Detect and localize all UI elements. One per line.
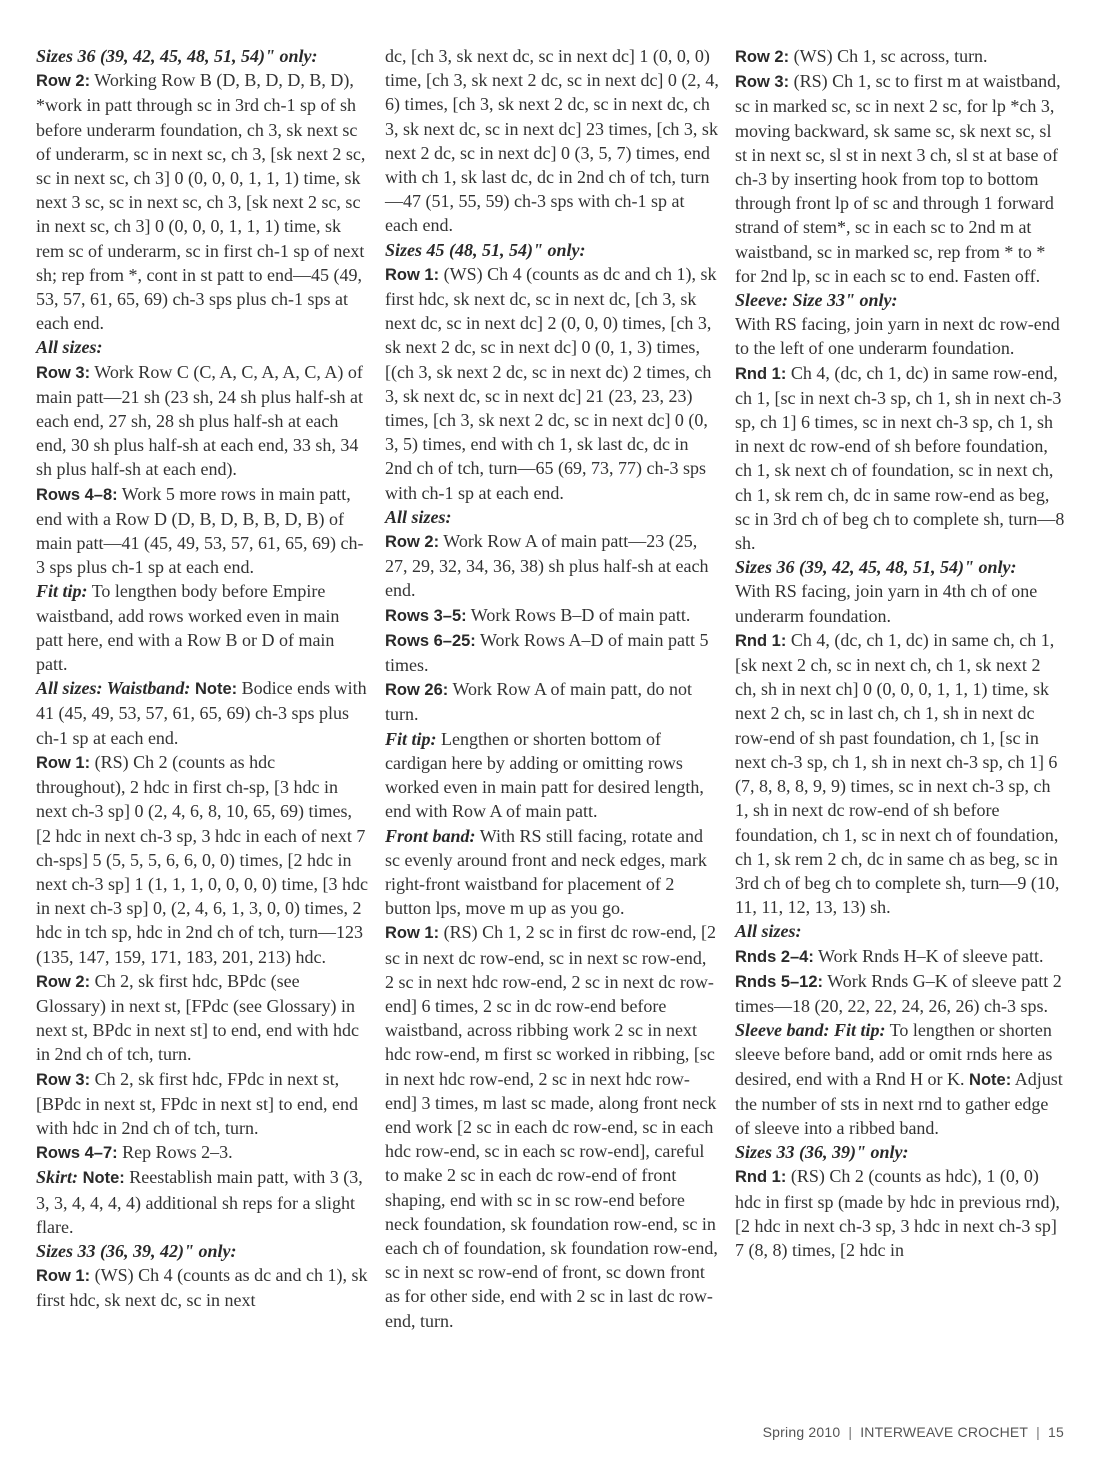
instruction-text: With RS still facing, rotate and sc evenly around front and neck edges, mark right-front waistband for placement of 2 button lps, move m up as you go. [385, 825, 707, 919]
footer-separator: | [848, 1424, 853, 1440]
row-label: Row 2: [36, 972, 91, 991]
instruction-paragraph [735, 44, 1065, 69]
instruction-text: Reestablish main patt, with 3 (3, 3, 3, 4, 4, 4, 4) additional sh reps for a slight flare. [36, 1167, 363, 1237]
instruction-text: (RS) Ch 1, sc to first m at waistband, sc in marked sc, sc in next 2 sc, for lp *ch 3, moving backward, sk same sc, sk next sc, sl st in next sc, sl st in next 3 ch, sl st at base of ch-3 by inserting hook from top to bottom through front lp of sc and through 1 forward strand of stem*, sc in each sc to 2nd m at waistband, sc in marked sc, rep from * to * for 2nd lp, sc in each sc to end. Fasten off. [735, 71, 1061, 286]
italic-label: Fit tip: [385, 728, 437, 749]
instruction-text: With RS facing, join yarn in 4th ch of one underarm foundation. [735, 581, 1038, 626]
heading-text: Sizes 36 (39, 42, 45, 48, 51, 54)" only: [36, 46, 318, 66]
instruction-text: Work Rows A–D of main patt 5 times. [385, 629, 709, 676]
section-heading [385, 238, 719, 262]
heading-text: Sizes 33 (36, 39)" only: [735, 1142, 909, 1163]
instruction-paragraph [735, 312, 1065, 360]
section-heading [36, 44, 368, 68]
instruction-text: Work Rnds G–K of sleeve patt 2 times—18 (20, 22, 22, 24, 26, 26) ch-3 sps. [735, 970, 1062, 1016]
instruction-paragraph [735, 1018, 1065, 1140]
row-label: Row 1: [36, 753, 91, 772]
instruction-text: Adjust the number of sts in next rnd to gather edge of sleeve into a ribbed band. [735, 1068, 1063, 1138]
instruction-text: To lengthen body before Empire waistband, add rows worked even in main patt here, end with a Row B or D of main patt. [36, 581, 340, 675]
row-label: Row 3: [36, 1070, 91, 1089]
instruction-text: Work Row A of main patt, do not turn. [385, 679, 692, 725]
instruction-paragraph [385, 44, 719, 238]
instruction-paragraph [385, 603, 719, 628]
instruction-text: To lengthen or shorten sleeve before band, add or omit rnds here as desired, end with a Rnd H or K. [735, 1020, 1053, 1089]
instruction-paragraph [36, 1263, 368, 1312]
row-label: Rnd 1: [735, 1168, 787, 1187]
instruction-paragraph [385, 677, 719, 726]
instruction-paragraph [735, 628, 1065, 919]
instruction-paragraph [735, 361, 1065, 556]
note-label: Note: [190, 680, 238, 699]
row-label: Row 1: [385, 265, 440, 284]
instruction-paragraph [36, 676, 368, 750]
section-heading [385, 505, 719, 529]
instruction-paragraph [385, 628, 719, 677]
instruction-paragraph [36, 969, 368, 1067]
row-label: Rows 4–8: [36, 485, 118, 504]
instruction-paragraph [735, 1164, 1065, 1262]
heading-text: All sizes: [735, 921, 802, 942]
instruction-paragraph [385, 262, 719, 505]
instruction-text: Work Row C (C, A, C, A, A, C, A) of main patt—21 sh (23 sh, 24 sh plus half-sh at each end, 27 sh, 28 sh plus half-sh at each end, 30 sh plus half-sh at each end, 33 sh, 34 sh plus half-sh at each end). [36, 361, 363, 480]
row-label: Row 2: [385, 533, 440, 552]
footer-magazine: INTERWEAVE CROCHET [860, 1424, 1029, 1440]
instruction-text: (WS) Ch 1, sc across, turn. [789, 46, 988, 66]
footer-separator-2: | [1036, 1424, 1041, 1440]
instruction-text: With RS facing, join yarn in next dc row-end to the left of one underarm foundation. [735, 314, 1060, 359]
heading-text: Sleeve: Size 33" only: [735, 290, 898, 311]
instruction-text: Work 5 more rows in main patt, end with a Row D (D, B, D, B, B, D, B) of main patt—41 (45, 49, 53, 57, 61, 65, 69) ch-3 sps plus ch-1 sp at each end. [36, 483, 364, 578]
row-label: Rows 6–25: [385, 631, 476, 650]
page-number: 15 [1048, 1424, 1064, 1440]
note-label: Note: [78, 1169, 125, 1188]
section-heading [36, 335, 368, 359]
heading-text: Sizes 33 (36, 39, 42)" only: [36, 1240, 237, 1261]
instruction-text: (WS) Ch 4 (counts as dc and ch 1), sk first hdc, sk next dc, sc in next dc, [ch 3, sk next dc, sc in next dc] 2 (0, 0, 0) times, [ch 3, sk next 2 dc, sc in next dc] 0 (0, 1, 3) times, [(ch 3, sk next 2 dc, sc in next dc) 2 times, ch 3, sk next dc, sc in next dc] 21 (23, 23, 23) times, [ch 3, sk next 2 dc, sc in next dc] 0 (0, 3, 5) times, end with ch 1, sk last dc, dc in 2nd ch of tch, turn—65 (69, 73, 77) ch-3 sps with ch-1 sp at each end. [385, 263, 717, 503]
row-label: Row 2: [735, 48, 790, 66]
instruction-text: (RS) Ch 2 (counts as hdc), 1 (0, 0) hdc in first sp (made by hdc in previous rnd), [2 hdc in next ch-3 sp, 3 hdc in next ch-3 sp] 7 (8, 8) times, [2 hdc in [735, 1166, 1060, 1260]
instruction-text: dc, [ch 3, sk next dc, sc in next dc] 1 (0, 0, 0) time, [ch 3, sk next 2 dc, sc in next dc] 0 (2, 4, 6) times, [ch 3, sk next 2 dc, sc in next dc, ch 3, sk next dc, sc in next dc] 23 times, [ch 3, sk next 2 dc, sc in next dc] 0 (3, 5, 7) times, end with ch 1, sk last dc, dc in 2nd ch of tch, turn—47 (51, 55, 59) ch-3 sps with ch-1 sp at each end. [385, 46, 719, 236]
page-footer [763, 1424, 1064, 1440]
heading-text: All sizes: [385, 506, 452, 527]
instruction-text: Working Row B (D, B, D, D, B, D), *work in patt through sc in 3rd ch-1 sp of sh before underarm foundation, ch 3, sk next sc of underarm, sc in next sc, ch 3, [sk next 2 sc, sc in next sc, ch 3] 0 (0, 0, 0, 1, 1, 1) time, sk next 3 sc, sc in next sc, ch 3, [sk next 2 sc, sc in next sc, ch 3] 0 (0, 0, 0, 1, 1, 1) time, sk rem sc of underarm, sc in first ch-1 sp of next sh; rep from *, cont in st patt to end—45 (49, 53, 57, 61, 65, 69) ch-3 sps plus ch-1 sps at each end. [36, 70, 366, 334]
instruction-text: (RS) Ch 1, 2 sc in first dc row-end, [2 sc in next dc row-end, sc in next sc row-end, 2 sc in next hdc row-end, 2 sc in next dc row-end] 6 times, 2 sc in dc row-end before waistband, across ribbing work 2 sc in next hdc row-end, m first sc worked in ribbing, [sc in next hdc row-end, 2 sc in next hdc row-end] 3 times, m last sc made, along front neck end work [2 sc in each dc row-end, sc in each hdc row-end, sc in each sc row-end], careful to make 2 sc in each dc row-end of front shaping, end with sc in sc row-end before neck foundation, sk foundation row-end, sc in each ch of foundation, sk foundation row-end, sc in next sc row-end of front, sc down front as for other side, end with 2 sc in last dc row-end, turn. [385, 922, 718, 1331]
row-label: Row 3: [36, 363, 91, 382]
note-label: Note: [964, 1070, 1012, 1089]
instruction-paragraph [385, 529, 719, 603]
instruction-text: Work Rows B–D of main patt. [466, 604, 691, 625]
section-heading [735, 919, 1065, 943]
heading-text: Sizes 36 (39, 42, 45, 48, 51, 54)" only: [735, 557, 1017, 578]
instruction-text: Lengthen or shorten bottom of cardigan here by adding or omitting rows worked even in main patt for desired length, end with Row A of main patt. [385, 728, 704, 822]
text-column-3 [735, 44, 1065, 1262]
instruction-text: Ch 4, (dc, ch 1, dc) in same ch, ch 1, [sk next 2 ch, sc in next ch, ch 1, sk next 2 ch, sh in next ch] 0 (0, 0, 0, 1, 1, 1) time, sk next 2 ch, sc in last ch, ch 1, sh in next dc row-end of sh past foundation, ch 1, [sc in next ch-3 sp, ch 1, sh in next ch-3 sp, ch 1] 6 (7, 8, 8, 8, 9, 9) times, sc in next ch-3 sp, ch 1, sh in next dc row-end of sh before foundation, ch 1, sc in next ch of foundation, ch 1, sk rem 2 ch, dc in same ch as beg, sc in 3rd ch of beg ch to complete sh, turn—9 (10, 11, 11, 12, 13, 13) sh. [735, 629, 1060, 918]
text-column-1 [36, 44, 368, 1313]
instruction-text: Ch 2, sk first hdc, FPdc in next st, [BPdc in next st, FPdc in next st] to end, end with hdc in 2nd ch of tch, turn. [36, 1068, 358, 1138]
instruction-paragraph [36, 579, 368, 676]
section-heading [36, 1239, 368, 1263]
instruction-text: Bodice ends with 41 (45, 49, 53, 57, 61, 65, 69) ch-3 sps plus ch-1 sp at each end. [36, 678, 367, 748]
row-label: Row 3: [735, 73, 790, 92]
italic-label: Sleeve band: Fit tip: [735, 1020, 886, 1041]
row-label: Rnd 1: [735, 364, 787, 383]
text-column-2 [385, 44, 719, 1333]
section-heading [735, 555, 1065, 579]
row-label: Rnd 1: [735, 631, 787, 650]
instruction-paragraph [36, 1165, 368, 1239]
instruction-text: (RS) Ch 2 (counts as hdc throughout), 2 hdc in first ch-sp, [3 hdc in next ch-3 sp] 0 (2, 4, 6, 8, 10, 65, 69) times, [2 hdc in next ch-3 sp, 3 hdc in each of next 7 ch-sps] 5 (5, 5, 5, 6, 6, 0, 0) times, [2 hdc in next ch-3 sp] 1 (1, 1, 1, 0, 0, 0, 0) time, [3 hdc in next ch-3 sp] 0, (2, 4, 6, 1, 3, 0, 0) times, 2 hdc in tch sp, hdc in 2nd ch of tch, turn—123 (135, 147, 159, 171, 183, 201, 213) hdc. [36, 751, 368, 967]
row-label: Rnds 2–4: [735, 947, 814, 966]
instruction-paragraph [36, 482, 368, 580]
row-label: Row 1: [36, 1267, 91, 1286]
row-label: Row 1: [385, 924, 440, 943]
instruction-text: Rep Rows 2–3. [117, 1142, 233, 1163]
instruction-paragraph [36, 1067, 368, 1141]
row-label: Row 26: [385, 681, 449, 700]
instruction-paragraph [735, 969, 1065, 1018]
instruction-paragraph [385, 727, 719, 824]
row-label: Rows 3–5: [385, 606, 467, 625]
instruction-paragraph [735, 69, 1065, 288]
footer-season: Spring 2010 [762, 1424, 841, 1440]
row-label: Rnds 5–12: [735, 972, 824, 991]
instruction-text: Work Rnds H–K of sleeve patt. [813, 945, 1044, 966]
instruction-text: (WS) Ch 4 (counts as dc and ch 1), sk first hdc, sk next dc, sc in next [36, 1265, 368, 1311]
row-label: Row 2: [36, 72, 91, 91]
instruction-paragraph [36, 750, 368, 969]
instruction-paragraph [385, 920, 719, 1332]
section-heading [735, 1140, 1065, 1164]
italic-label: Front band: [385, 825, 476, 846]
heading-text: Sizes 45 (48, 51, 54)" only: [385, 239, 586, 260]
instruction-paragraph [36, 68, 368, 335]
instruction-paragraph [385, 824, 719, 921]
italic-label: All sizes: Waistband: [36, 678, 191, 699]
row-label: Rows 4–7: [36, 1144, 118, 1163]
italic-label: Fit tip: [36, 581, 88, 602]
instruction-text: Ch 2, sk first hdc, BPdc (see Glossary) in next st, [FPdc (see Glossary) in next st, BPdc in next st] to end, end with hdc in 2nd ch of tch, turn. [36, 970, 359, 1065]
heading-text: All sizes: [36, 337, 103, 358]
instruction-paragraph [36, 1140, 368, 1165]
instruction-text: Work Row A of main patt—23 (25, 27, 29, 32, 34, 36, 38) sh plus half-sh at each end. [385, 531, 709, 601]
instruction-paragraph [735, 944, 1065, 969]
instruction-paragraph [735, 579, 1065, 627]
instruction-paragraph [36, 360, 368, 482]
section-heading [735, 288, 1065, 312]
italic-label: Skirt: [36, 1167, 79, 1188]
instruction-text: Ch 4, (dc, ch 1, dc) in same row-end, ch 1, [sc in next ch-3 sp, ch 1, sh in next ch-3 sp, ch 1] 6 times, sc in next ch-3 sp, ch 1, sh in next dc row-end of sh before foundation, ch 1, sk next ch of foundation, sc in next ch, ch 1, sk rem ch, dc in same row-end as beg, sc in 3rd ch of beg ch to complete sh, turn—8 sh. [735, 362, 1065, 554]
